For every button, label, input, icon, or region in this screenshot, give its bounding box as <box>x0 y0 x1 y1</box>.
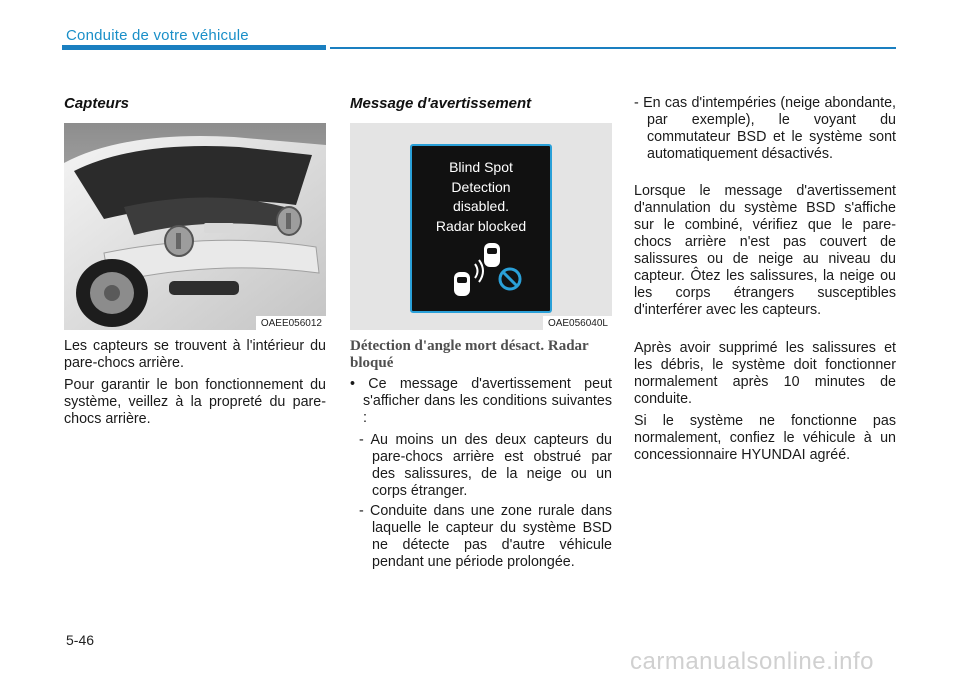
heading-capteurs: Capteurs <box>64 95 130 112</box>
figure-code-left: OAEE056012 <box>256 316 326 330</box>
paragraph-check-bumper: Lorsque le message d'avertissement d'annulation du système BSD s'affiche sur le combiné, vérifiez que le pare-chocs arrière n'est pas couvert de salissures ou de neige au niveau du capteur. Ôtez les salissures, la neige ou les corps étrangers susceptibles d'interférer avec les capteurs. <box>634 183 896 318</box>
figure-code-middle: OAE056040L <box>543 316 612 330</box>
heading-warning-message: Message d'avertissement <box>350 95 532 112</box>
display-line-2: Detection <box>451 178 511 195</box>
condition-bad-weather: - En cas d'intempéries (neige abondante, par exemple), le voyant du commutateur BSD et le système sont automatiquement désactivés. <box>634 95 896 162</box>
paragraph-capteurs-location: Les capteurs se trouvent à l'intérieur du pare-chocs arrière. <box>64 338 326 371</box>
blind-spot-blocked-icon <box>448 238 528 300</box>
watermark: carmanualsonline.info <box>630 648 874 675</box>
bullet-conditions: • Ce message d'avertissement peut s'afficher dans les conditions suivantes : <box>350 376 612 426</box>
paragraph-capteurs-clean: Pour garantir le bon fonctionnement du système, veillez à la propreté du pare-chocs arrière. <box>64 377 326 427</box>
subheading-bsd-disabled: Détection d'angle mort désact. Radar bloqué <box>350 338 589 371</box>
paragraph-contact-dealer: Si le système ne fonctionne pas normalement, confiez le véhicule à un concessionnaire HYUNDAI agréé. <box>634 413 896 463</box>
cluster-warning-illustration <box>350 123 612 330</box>
display-line-3: disabled. <box>452 198 510 214</box>
condition-rural-area: - Conduite dans une zone rurale dans laquelle le capteur du système BSD ne détecte pas d'autre véhicule pendant une période prolongée. <box>359 503 612 570</box>
condition-sensor-obstructed: - Au moins un des deux capteurs du pare-chocs arrière est obstrué par des salissures, de la neige ou un corps étranger. <box>359 432 612 499</box>
display-line-1: Blind Spot <box>449 159 513 175</box>
cluster-display <box>410 144 552 313</box>
section-title: Conduite de votre véhicule <box>66 27 249 44</box>
header-rule-thick <box>62 45 326 50</box>
paragraph-after-cleaning: Après avoir supprimé les salissures et les débris, le système doit fonctionner normalement après 10 minutes de conduite. <box>634 340 896 407</box>
page-number: 5-46 <box>66 632 95 648</box>
header-rule-thin <box>330 47 896 49</box>
display-line-4: Radar blocked <box>435 217 527 234</box>
car-rear-illustration <box>64 123 326 330</box>
car-rear-drawing <box>64 123 326 330</box>
